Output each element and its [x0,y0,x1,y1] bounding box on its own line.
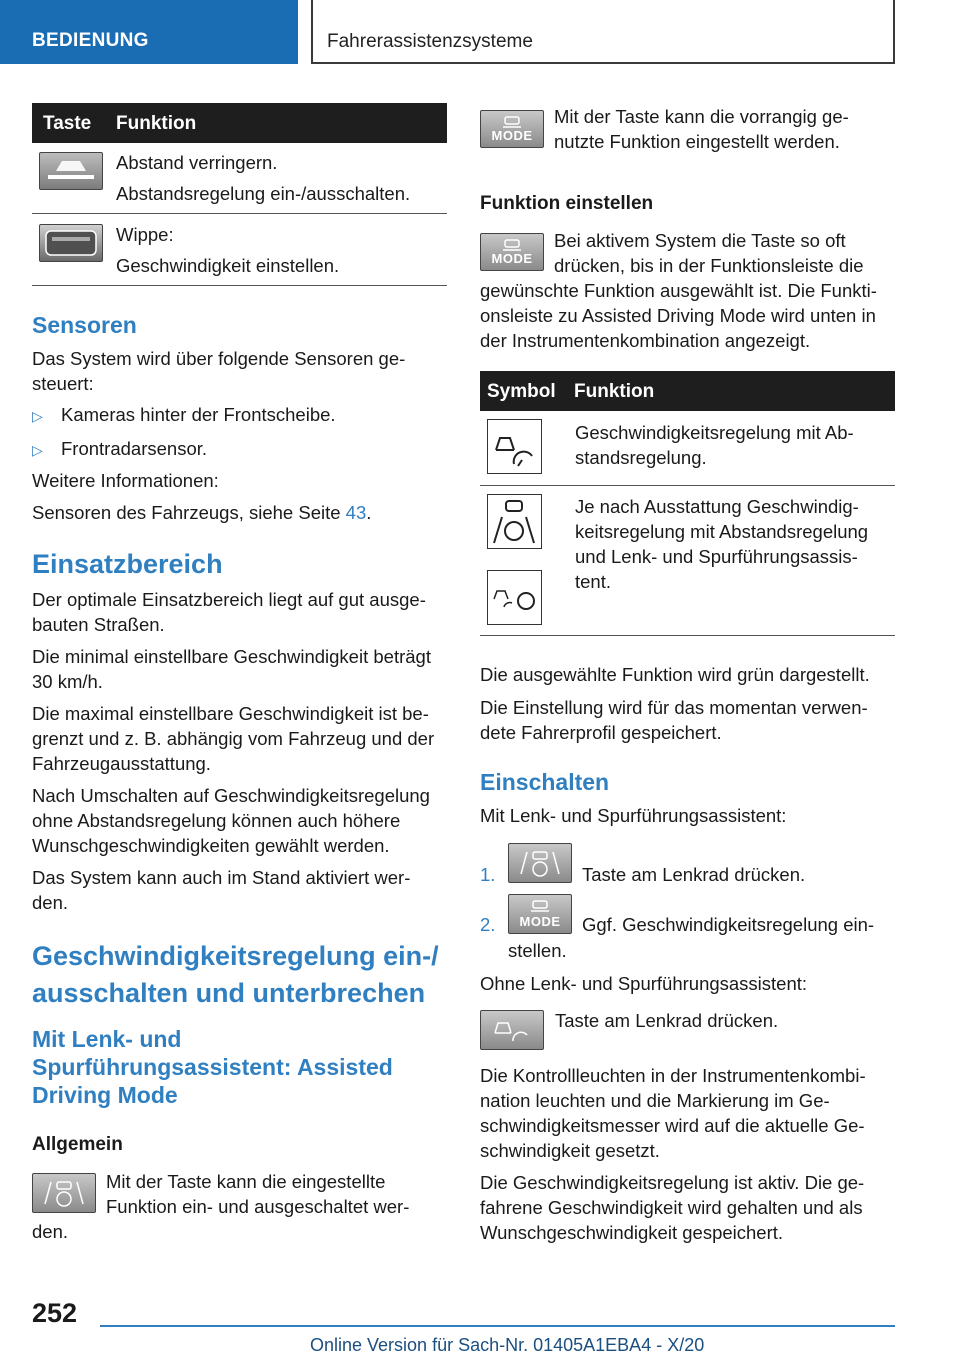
sensoren-heading: Sensoren [32,312,137,338]
text-line: drücken, bis in der Funktionsleiste die [554,255,864,276]
text-line: Die Kontrollleuchten in der Instrumentenkombi- [480,1065,866,1086]
text-line: den. [32,1221,69,1242]
divider [32,285,447,286]
table1-row2-text [116,222,339,278]
table1-col-funktion: Funktion [116,113,197,134]
table1-row1-text [116,150,410,206]
bullet-text: Frontradarsensor. [61,438,208,459]
table1-row2-line2: Geschwindigkeit einstellen. [116,255,340,276]
divider [480,635,895,636]
text-line: gewünschte Funktion ausgewählt ist. Die Funkti- [480,280,877,301]
heading-line: Mit Lenk- und [32,1026,182,1052]
mit-lenk-heading [32,1025,393,1109]
table1-row2-line1: Wippe: [116,224,174,245]
einschalten-heading: Einschalten [480,769,610,795]
text-line: Das System kann auch im Stand aktiviert wer- [32,867,411,888]
table2-row2-text [575,494,868,594]
gr-heading [32,940,439,1010]
funktion-einstellen-text [480,228,900,353]
section-title: BEDIENUNG [32,30,149,51]
step-text: Taste am Lenkrad drücken. [582,864,806,885]
triangle-bullet-icon: ▷ [32,442,43,458]
table1-col-taste: Taste [43,113,92,134]
allgemein-text [32,1169,452,1244]
sensoren-reference [32,500,371,525]
rocker-switch-icon [39,224,103,262]
text-line: Die Geschwindigkeitsregelung ist aktiv. Die ge- [480,1172,865,1193]
step-text: stellen. [508,940,567,961]
distance-key-icon [39,152,103,190]
table2-col-funktion: Funktion [574,381,655,402]
text-line: Die Einstellung wird für das momentan verwen- [480,697,868,718]
cruise-distance-key-icon [480,1010,544,1050]
section-tab[interactable] [0,0,298,64]
mode-key-label: MODE [491,251,533,266]
table1-row1-line2: Abstandsregelung ein-/ausschalten. [116,183,411,204]
mode-key-icon [508,894,572,934]
heading-line: ausschalten und unterbrechen [32,978,426,1008]
text-line: Geschwindigkeitsregelung mit Ab- [575,422,854,443]
page-number: 252 [32,1298,78,1328]
heading-line: Spurführungsassistent: Assisted [32,1054,393,1080]
sensoren-more-info: Weitere Informationen: [32,470,219,491]
text-line: schwindigkeitsmesser wird auf die aktuelle Ge- [480,1115,865,1136]
divider [32,213,447,214]
sensoren-bullet-2 [32,436,208,463]
text-line: Bei aktivem System die Taste so oft [554,230,846,251]
text-line: standsregelung. [575,447,707,468]
funktion-einstellen-heading: Funktion einstellen [480,193,654,214]
step-number: 1. [480,864,496,885]
text-line: tent. [575,571,611,592]
text-line: dete Fahrerprofil gespeichert. [480,722,722,743]
text-line: Die maximal einstellbare Geschwindigkeit ist be- [32,703,429,724]
table1-header [32,103,447,143]
assist-steering-key-icon [508,843,572,883]
reference-text: Sensoren des Fahrzeugs, siehe Seite [32,502,346,523]
text-line: Je nach Ausstattung Geschwindig- [575,496,859,517]
mode-key-icon [480,110,544,148]
text-line: 30 km/h. [32,671,103,692]
chapter-tab[interactable] [311,0,895,64]
text-line: Der optimale Einsatzbereich liegt auf gut ausge- [32,589,426,610]
footer-rule [100,1325,895,1327]
text-line: Fahrzeugausstattung. [32,753,211,774]
mode-key-text [554,104,849,154]
text-line: Nach Umschalten auf Geschwindigkeitsregelung [32,785,430,806]
cruise-steering-symbol-icon [487,570,542,625]
sensoren-bullet-1 [32,402,336,429]
text-line: den. [32,892,69,913]
text-line: Wunschgeschwindigkeit gespeichert. [480,1222,784,1243]
step-text: Ggf. Geschwindigkeitsregelung ein- [582,914,875,935]
text-line: schwindigkeit gesetzt. [480,1140,660,1161]
table2-col-symbol: Symbol [487,381,556,402]
table2-row1-text [575,420,854,470]
lane-assist-symbol-icon [487,494,542,549]
table2-header [480,371,895,411]
table1-row1-line1: Abstand verringern. [116,152,278,173]
text-line: Wunschgeschwindigkeiten gewählt werden. [32,835,390,856]
text-line: nutzte Funktion eingestellt werden. [554,131,840,152]
einschalten-paragraphs [480,1063,866,1245]
chapter-title: Fahrerassistenzsysteme [327,31,533,52]
heading-line: Driving Mode [32,1082,178,1108]
text-line: steuert: [32,373,94,394]
page-link[interactable]: 43 [345,502,367,523]
text-line: und Lenk- und Spurführungsassis- [575,546,858,567]
triangle-bullet-icon: ▷ [32,408,43,424]
text-line: keitsregelung mit Abstandsregelung [575,521,869,542]
ohne-text: Taste am Lenkrad drücken. [555,1010,779,1031]
text-line: bauten Straßen. [32,614,165,635]
text-line: onsleiste zu Assisted Driving Mode wird unten in [480,305,876,326]
text-line: der Instrumentenkombination angezeigt. [480,330,811,351]
text-line: Die minimal einstellbare Geschwindigkeit beträgt [32,646,431,667]
reference-end: . [366,502,372,523]
text-line: Funktion ein- und ausgeschaltet wer- [106,1196,410,1217]
text-line: Mit der Taste kann die eingestellte [106,1171,386,1192]
mode-key-label: MODE [519,914,561,929]
mode-key-label: MODE [491,128,533,143]
text-line: Mit der Taste kann die vorrangig ge- [554,106,849,127]
after-table-text [480,662,870,745]
text-line: fahrene Geschwindigkeit wird gehalten und als [480,1197,863,1218]
footer-text: Online Version für Sach-Nr. 01405A1EBA4 - X/20 [310,1335,705,1355]
cruise-distance-symbol-icon [487,419,542,474]
text-line: Das System wird über folgende Sensoren ge- [32,348,406,369]
einsatz-paragraphs [32,587,434,915]
allgemein-heading: Allgemein [32,1134,123,1155]
bullet-text: Kameras hinter der Frontscheibe. [61,404,336,425]
sensoren-intro [32,346,405,396]
einsatz-heading: Einsatzbereich [32,549,223,579]
ohne-intro: Ohne Lenk- und Spurführungsassistent: [480,973,808,994]
divider [480,485,895,486]
text-line: nation leuchten und die Markierung im Ge- [480,1090,830,1111]
einschalten-intro: Mit Lenk- und Spurführungsassistent: [480,805,787,826]
text-line: grenzt und z. B. abhängig vom Fahrzeug und der [32,728,435,749]
step-number: 2. [480,914,496,935]
text-line: Die ausgewählte Funktion wird grün dargestellt. [480,664,870,685]
text-line: ohne Abstandsregelung können auch höhere [32,810,401,831]
heading-line: Geschwindigkeitsregelung ein-/ [32,941,439,971]
